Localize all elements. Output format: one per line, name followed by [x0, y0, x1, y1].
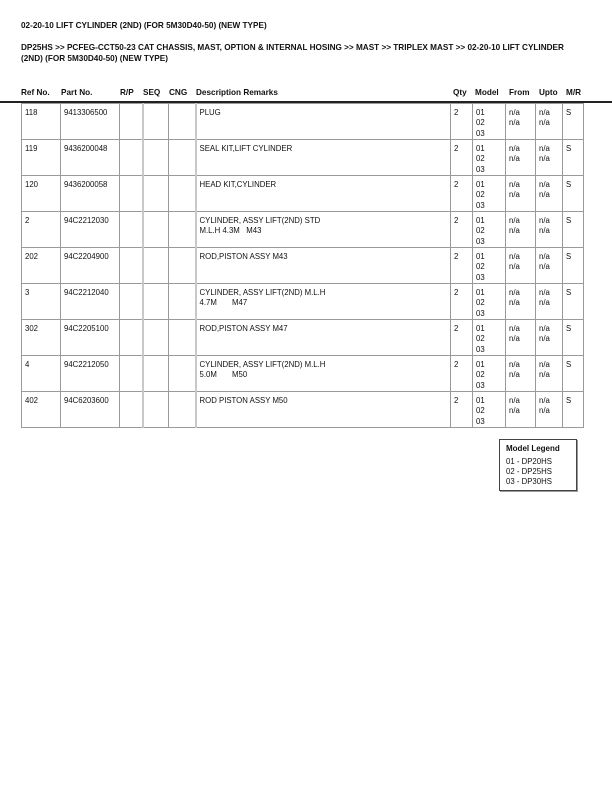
cell-cng — [169, 248, 196, 284]
cell-model-line: 02 — [476, 154, 485, 164]
breadcrumb: DP25HS >> PCFEG-CCT50-23 CAT CHASSIS, MAST, OPTION & INTERNAL HOSING >> MAST >> TRIPLEX MAST >> 02-20-10 LIFT CYLINDER (2ND) (FOR 5M30D40-50) (NEW TYPE) — [21, 43, 564, 63]
table-row — [22, 140, 584, 176]
cell-upto-line: n/a — [539, 154, 550, 164]
cell-upto-line: n/a — [539, 190, 550, 200]
cell-from-line: n/a — [509, 370, 520, 380]
cell-ref-no: 3 — [22, 284, 61, 320]
cell-model-line: 03 — [476, 344, 485, 354]
cell-description — [196, 176, 451, 212]
cell-upto-line: n/a — [539, 288, 550, 297]
cell-model-line: 01 — [476, 324, 485, 333]
cell-seq — [143, 356, 169, 392]
cell-model — [473, 248, 506, 284]
cell-model-line: 01 — [476, 288, 485, 297]
cell-model-line: 01 — [476, 144, 485, 153]
cell-model-line: 03 — [476, 128, 485, 138]
cell-from-line: n/a — [509, 324, 520, 333]
legend-item: 01 - DP20HS — [506, 457, 552, 466]
cell-upto-line: n/a — [539, 216, 550, 225]
header-seq: SEQ — [143, 88, 161, 97]
cell-part-no: 9436200048 — [61, 140, 120, 176]
cell-upto — [536, 320, 563, 356]
cell-model-line: 01 — [476, 180, 485, 189]
cell-model-line: 03 — [476, 380, 485, 390]
cell-from — [506, 392, 536, 428]
cell-cng — [169, 104, 196, 140]
header-mr: M/R — [566, 88, 582, 97]
cell-upto-line: n/a — [539, 298, 550, 308]
cell-mr: S — [563, 140, 584, 176]
cell-cng — [169, 284, 196, 320]
cell-qty: 2 — [451, 140, 473, 176]
cell-mr: S — [563, 248, 584, 284]
header-rp: R/P — [120, 88, 134, 97]
cell-model — [473, 320, 506, 356]
cell-mr: S — [563, 320, 584, 356]
cell-description — [196, 140, 451, 176]
cell-description-line: 4.7M M47 — [199, 298, 248, 308]
cell-from-line: n/a — [509, 396, 520, 405]
cell-from — [506, 356, 536, 392]
cell-seq — [143, 140, 169, 176]
cell-part-no: 94C2212040 — [61, 284, 120, 320]
cell-model — [473, 356, 506, 392]
model-legend — [499, 439, 577, 491]
legend-item: 02 - DP25HS — [506, 467, 552, 476]
cell-upto-line: n/a — [539, 144, 550, 153]
cell-upto-line: n/a — [539, 180, 550, 189]
cell-from — [506, 176, 536, 212]
cell-mr: S — [563, 356, 584, 392]
cell-from-line: n/a — [509, 226, 520, 236]
cell-ref-no: 118 — [22, 104, 61, 140]
cell-from — [506, 104, 536, 140]
cell-model — [473, 284, 506, 320]
cell-from — [506, 140, 536, 176]
header-upto: Upto — [539, 88, 558, 97]
cell-qty: 2 — [451, 284, 473, 320]
cell-from-line: n/a — [509, 190, 520, 200]
cell-seq — [143, 248, 169, 284]
header-ref-no: Ref No. — [21, 88, 50, 97]
cell-rp — [120, 320, 143, 356]
cell-cng — [169, 212, 196, 248]
cell-ref-no: 119 — [22, 140, 61, 176]
cell-upto — [536, 392, 563, 428]
cell-from-line: n/a — [509, 144, 520, 153]
cell-rp — [120, 212, 143, 248]
cell-from-line: n/a — [509, 154, 520, 164]
table-row — [22, 104, 584, 140]
cell-upto — [536, 284, 563, 320]
table-row — [22, 392, 584, 428]
cell-upto-line: n/a — [539, 252, 550, 261]
cell-upto-line: n/a — [539, 108, 550, 117]
table-row — [22, 176, 584, 212]
legend-item: 03 - DP30HS — [506, 477, 552, 486]
cell-model-line: 02 — [476, 334, 485, 344]
cell-description-line: SEAL KIT,LIFT CYLINDER — [199, 144, 293, 153]
cell-qty: 2 — [451, 356, 473, 392]
cell-ref-no: 2 — [22, 212, 61, 248]
cell-ref-no: 402 — [22, 392, 61, 428]
cell-description — [196, 212, 451, 248]
cell-part-no: 94C2204900 — [61, 248, 120, 284]
cell-rp — [120, 248, 143, 284]
page-title: 02-20-10 LIFT CYLINDER (2ND) (FOR 5M30D40-50) (NEW TYPE) — [21, 21, 267, 30]
cell-from-line: n/a — [509, 298, 520, 308]
cell-part-no: 94C6203600 — [61, 392, 120, 428]
cell-from-line: n/a — [509, 252, 520, 261]
cell-qty: 2 — [451, 320, 473, 356]
parts-table — [21, 103, 584, 428]
cell-upto — [536, 140, 563, 176]
cell-ref-no: 302 — [22, 320, 61, 356]
header-model: Model — [475, 88, 499, 97]
cell-upto — [536, 248, 563, 284]
cell-upto-line: n/a — [539, 262, 550, 272]
cell-qty: 2 — [451, 212, 473, 248]
cell-cng — [169, 392, 196, 428]
cell-model — [473, 392, 506, 428]
header-from: From — [509, 88, 530, 97]
cell-model-line: 03 — [476, 308, 485, 318]
cell-seq — [143, 392, 169, 428]
cell-mr: S — [563, 212, 584, 248]
cell-model-line: 02 — [476, 118, 485, 128]
cell-description — [196, 284, 451, 320]
cell-qty: 2 — [451, 248, 473, 284]
cell-description-line: 5.0M M50 — [199, 370, 248, 380]
header-qty: Qty — [453, 88, 467, 97]
cell-from-line: n/a — [509, 262, 520, 272]
cell-description-line: CYLINDER, ASSY LIFT(2ND) STD — [199, 216, 321, 225]
cell-model-line: 01 — [476, 252, 485, 261]
cell-description — [196, 248, 451, 284]
cell-model-line: 02 — [476, 262, 485, 272]
cell-rp — [120, 140, 143, 176]
cell-cng — [169, 356, 196, 392]
cell-model-line: 03 — [476, 200, 485, 210]
cell-from-line: n/a — [509, 406, 520, 416]
cell-model-line: 02 — [476, 298, 485, 308]
cell-model-line: 02 — [476, 226, 485, 236]
cell-upto-line: n/a — [539, 360, 550, 369]
cell-from-line: n/a — [509, 108, 520, 117]
header-description: Description Remarks — [196, 88, 278, 97]
cell-from — [506, 248, 536, 284]
cell-seq — [143, 320, 169, 356]
table-row — [22, 212, 584, 248]
cell-description — [196, 356, 451, 392]
cell-model — [473, 104, 506, 140]
cell-ref-no: 120 — [22, 176, 61, 212]
cell-upto-line: n/a — [539, 370, 550, 380]
cell-qty: 2 — [451, 104, 473, 140]
cell-cng — [169, 320, 196, 356]
cell-model — [473, 212, 506, 248]
cell-upto — [536, 356, 563, 392]
cell-upto — [536, 104, 563, 140]
table-row — [22, 248, 584, 284]
table-row — [22, 284, 584, 320]
cell-model-line: 03 — [476, 272, 485, 282]
cell-model — [473, 176, 506, 212]
cell-from — [506, 320, 536, 356]
cell-cng — [169, 140, 196, 176]
cell-upto-line: n/a — [539, 118, 550, 128]
cell-description-line: M.L.H 4.3M M43 — [199, 226, 262, 236]
cell-upto-line: n/a — [539, 226, 550, 236]
cell-model-line: 03 — [476, 236, 485, 246]
cell-seq — [143, 212, 169, 248]
cell-upto — [536, 176, 563, 212]
cell-upto — [536, 212, 563, 248]
cell-part-no: 94C2205100 — [61, 320, 120, 356]
cell-rp — [120, 284, 143, 320]
cell-upto-line: n/a — [539, 334, 550, 344]
cell-ref-no: 4 — [22, 356, 61, 392]
legend-title: Model Legend — [506, 444, 560, 453]
cell-part-no: 94C2212030 — [61, 212, 120, 248]
cell-description-line: PLUG — [199, 108, 221, 117]
cell-upto-line: n/a — [539, 406, 550, 416]
cell-description-line: CYLINDER, ASSY LIFT(2ND) M.L.H — [199, 288, 326, 297]
cell-seq — [143, 176, 169, 212]
cell-from-line: n/a — [509, 180, 520, 189]
cell-description-line: CYLINDER, ASSY LIFT(2ND) M.L.H — [199, 360, 326, 369]
cell-upto-line: n/a — [539, 396, 550, 405]
cell-description-line: ROD,PISTON ASSY M43 — [199, 252, 288, 261]
cell-description-line: HEAD KIT,CYLINDER — [199, 180, 277, 189]
header-cng: CNG — [169, 88, 188, 97]
cell-model-line: 01 — [476, 108, 485, 117]
cell-part-no: 9413306500 — [61, 104, 120, 140]
cell-model-line: 02 — [476, 190, 485, 200]
cell-description — [196, 320, 451, 356]
cell-from — [506, 284, 536, 320]
header-part-no: Part No. — [61, 88, 93, 97]
cell-description — [196, 104, 451, 140]
cell-ref-no: 202 — [22, 248, 61, 284]
cell-from — [506, 212, 536, 248]
cell-part-no: 94C2212050 — [61, 356, 120, 392]
cell-upto-line: n/a — [539, 324, 550, 333]
cell-rp — [120, 356, 143, 392]
cell-rp — [120, 176, 143, 212]
cell-model-line: 01 — [476, 360, 485, 369]
cell-model-line: 03 — [476, 164, 485, 174]
cell-qty: 2 — [451, 392, 473, 428]
cell-qty: 2 — [451, 176, 473, 212]
cell-model-line: 01 — [476, 396, 485, 405]
cell-mr: S — [563, 104, 584, 140]
cell-mr: S — [563, 176, 584, 212]
cell-cng — [169, 176, 196, 212]
cell-description-line: ROD,PISTON ASSY M47 — [199, 324, 288, 333]
cell-model-line: 02 — [476, 406, 485, 416]
cell-model-line: 02 — [476, 370, 485, 380]
cell-from-line: n/a — [509, 118, 520, 128]
cell-from-line: n/a — [509, 334, 520, 344]
cell-from-line: n/a — [509, 360, 520, 369]
cell-from-line: n/a — [509, 216, 520, 225]
cell-seq — [143, 104, 169, 140]
cell-model — [473, 140, 506, 176]
cell-description — [196, 392, 451, 428]
cell-rp — [120, 104, 143, 140]
cell-seq — [143, 284, 169, 320]
cell-description-line: ROD PISTON ASSY M50 — [199, 396, 288, 405]
cell-mr: S — [563, 284, 584, 320]
cell-model-line: 03 — [476, 416, 485, 426]
cell-part-no: 9436200058 — [61, 176, 120, 212]
table-row — [22, 320, 584, 356]
cell-mr: S — [563, 392, 584, 428]
cell-rp — [120, 392, 143, 428]
table-row — [22, 356, 584, 392]
cell-from-line: n/a — [509, 288, 520, 297]
cell-model-line: 01 — [476, 216, 485, 225]
